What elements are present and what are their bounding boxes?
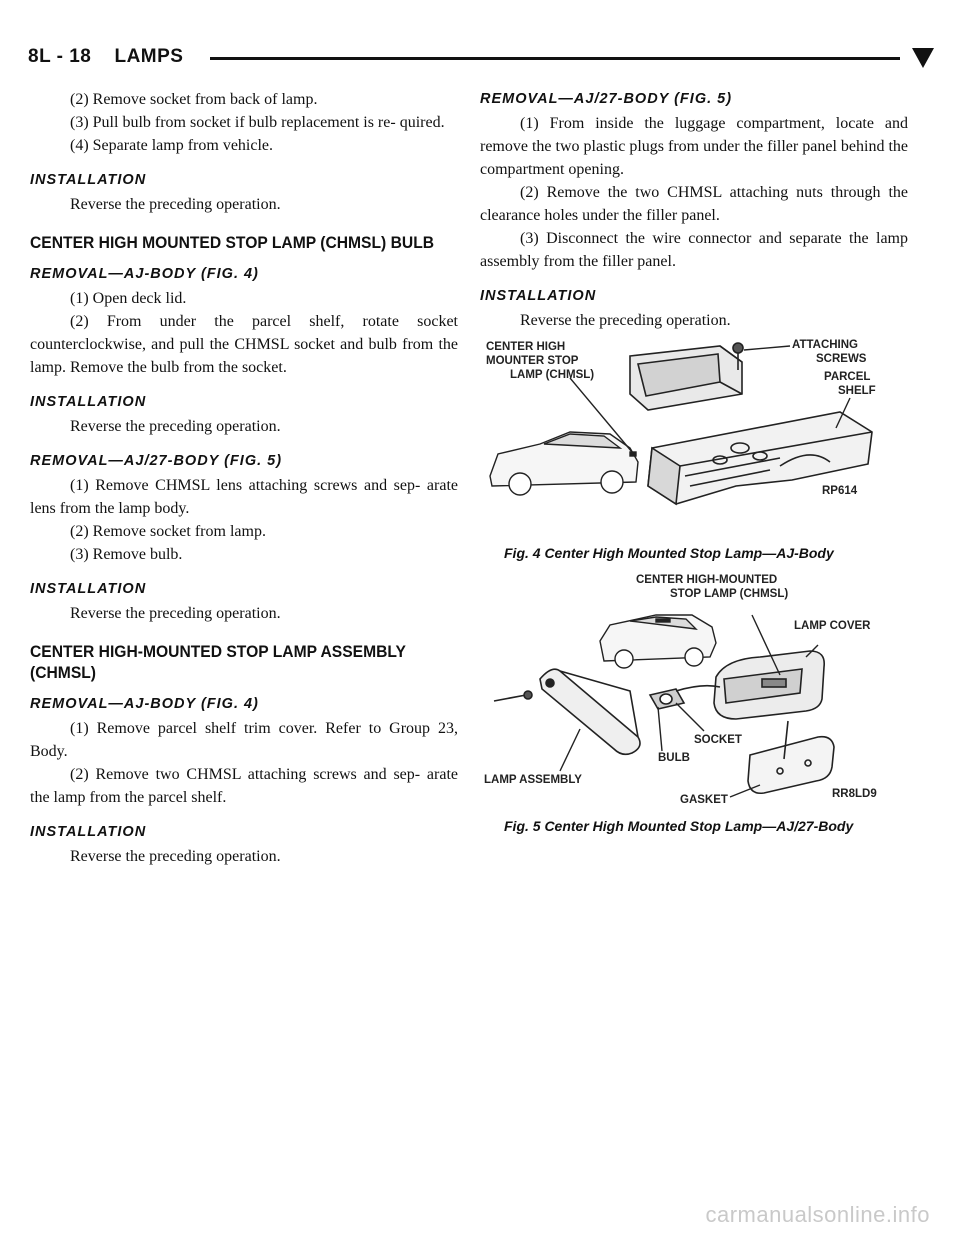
installation-text: Reverse the preceding operation.	[70, 848, 281, 865]
socket-bulb-drawing	[650, 686, 720, 709]
screw-drawing	[494, 691, 532, 701]
section-title-chmsl-assembly: CENTER HIGH-MOUNTED STOP LAMP ASSEMBLY (CHMSL)	[30, 642, 406, 682]
step-text: (2) From under the parcel shelf, rotate socket counterclockwise, and pull the CHMSL socket and bulb from the lamp. Remove the bulb from the socket.	[30, 313, 458, 376]
step-text: (2) Remove two CHMSL attaching screws and sep- arate the lamp from the parcel shelf.	[30, 766, 458, 806]
watermark-text: carmanualsonline.info	[705, 1202, 930, 1227]
fig5-label-bulb: BULB	[658, 752, 690, 764]
car-silhouette-drawing	[600, 615, 716, 668]
chmsl-lamp-drawing	[630, 346, 742, 410]
figure-4-caption: Fig. 4 Center High Mounted Stop Lamp—AJ-Body	[504, 545, 834, 561]
installation-heading: INSTALLATION	[30, 581, 147, 597]
section-title-chmsl-bulb: CENTER HIGH MOUNTED STOP LAMP (CHMSL) BULB	[30, 233, 435, 252]
removal-heading: REMOVAL—AJ-BODY (FIG. 4)	[30, 696, 259, 712]
fig5-label-socket: SOCKET	[694, 734, 742, 746]
installation-text: Reverse the preceding operation.	[70, 605, 281, 622]
fig4-label-shelf-line2: SHELF	[838, 385, 876, 397]
fig5-code: RR8LD9	[832, 788, 877, 800]
fig4-code: RP614	[822, 485, 858, 497]
right-column	[480, 88, 908, 838]
installation-heading: INSTALLATION	[30, 394, 147, 410]
step-text: (2) Remove socket from lamp.	[70, 523, 266, 540]
figure-4	[480, 336, 908, 565]
step-text: (3) Pull bulb from socket if bulb replacement is re- quired.	[70, 114, 445, 131]
step-text: (3) Disconnect the wire connector and separate the lamp assembly from the filler panel.	[480, 230, 908, 270]
step-text: (2) Remove the two CHMSL attaching nuts through the clearance holes under the filler panel.	[480, 184, 908, 224]
installation-text: Reverse the preceding operation.	[70, 196, 281, 213]
installation-heading: INSTALLATION	[480, 288, 597, 304]
header-rule	[210, 57, 900, 60]
fig4-label-chmsl-line1: CENTER HIGH	[486, 341, 566, 353]
fig5-label-lamp-cover: LAMP COVER	[794, 620, 871, 632]
fig4-label-shelf-line1: PARCEL	[824, 371, 871, 383]
left-column	[30, 88, 458, 868]
step-text: (2) Remove socket from back of lamp.	[70, 91, 318, 108]
installation-text: Reverse the preceding operation.	[520, 312, 731, 329]
figure-5	[480, 571, 908, 838]
fig5-label-gasket: GASKET	[680, 794, 728, 806]
installation-text: Reverse the preceding operation.	[70, 418, 281, 435]
gasket-drawing	[748, 721, 834, 793]
car-silhouette-drawing	[490, 432, 638, 495]
lamp-assembly-drawing	[540, 669, 640, 754]
page-header	[28, 42, 934, 76]
header-triangle-icon	[912, 48, 934, 68]
fig5-label-chmsl-line1: CENTER HIGH-MOUNTED	[636, 574, 778, 586]
fig4-label-chmsl-line3: LAMP (CHMSL)	[510, 369, 595, 381]
fig4-label-screws-line1: ATTACHING	[792, 339, 859, 351]
removal-heading: REMOVAL—AJ-BODY (FIG. 4)	[30, 266, 259, 282]
figure-5-illustration	[480, 571, 910, 809]
installation-heading: INSTALLATION	[30, 824, 147, 840]
installation-heading: INSTALLATION	[30, 172, 147, 188]
figure-5-caption: Fig. 5 Center High Mounted Stop Lamp—AJ/27-Body	[504, 818, 854, 834]
removal-heading: REMOVAL—AJ/27-BODY (FIG. 5)	[480, 91, 733, 107]
removal-heading: REMOVAL—AJ/27-BODY (FIG. 5)	[30, 453, 283, 469]
step-text: (1) Open deck lid.	[70, 290, 187, 307]
lamp-cover-drawing	[714, 651, 824, 719]
step-text: (4) Separate lamp from vehicle.	[70, 137, 274, 154]
fig4-label-chmsl-line2: MOUNTER STOP	[486, 355, 579, 367]
page-header-title: 8L - 18 LAMPS	[28, 46, 184, 67]
step-text: (1) From inside the luggage compartment, locate and remove the two plastic plugs from under the filler panel behind the compartment opening.	[480, 115, 908, 178]
fig5-label-lamp-assembly: LAMP ASSEMBLY	[484, 774, 582, 786]
fig4-label-screws-line2: SCREWS	[816, 353, 867, 365]
figure-4-illustration	[480, 336, 910, 536]
fig5-label-chmsl-line2: STOP LAMP (CHMSL)	[670, 588, 789, 600]
step-text: (3) Remove bulb.	[70, 546, 183, 563]
step-text: (1) Remove CHMSL lens attaching screws and sep- arate lens from the lamp body.	[30, 477, 458, 517]
step-text: (1) Remove parcel shelf trim cover. Refer to Group 23, Body.	[30, 720, 458, 760]
